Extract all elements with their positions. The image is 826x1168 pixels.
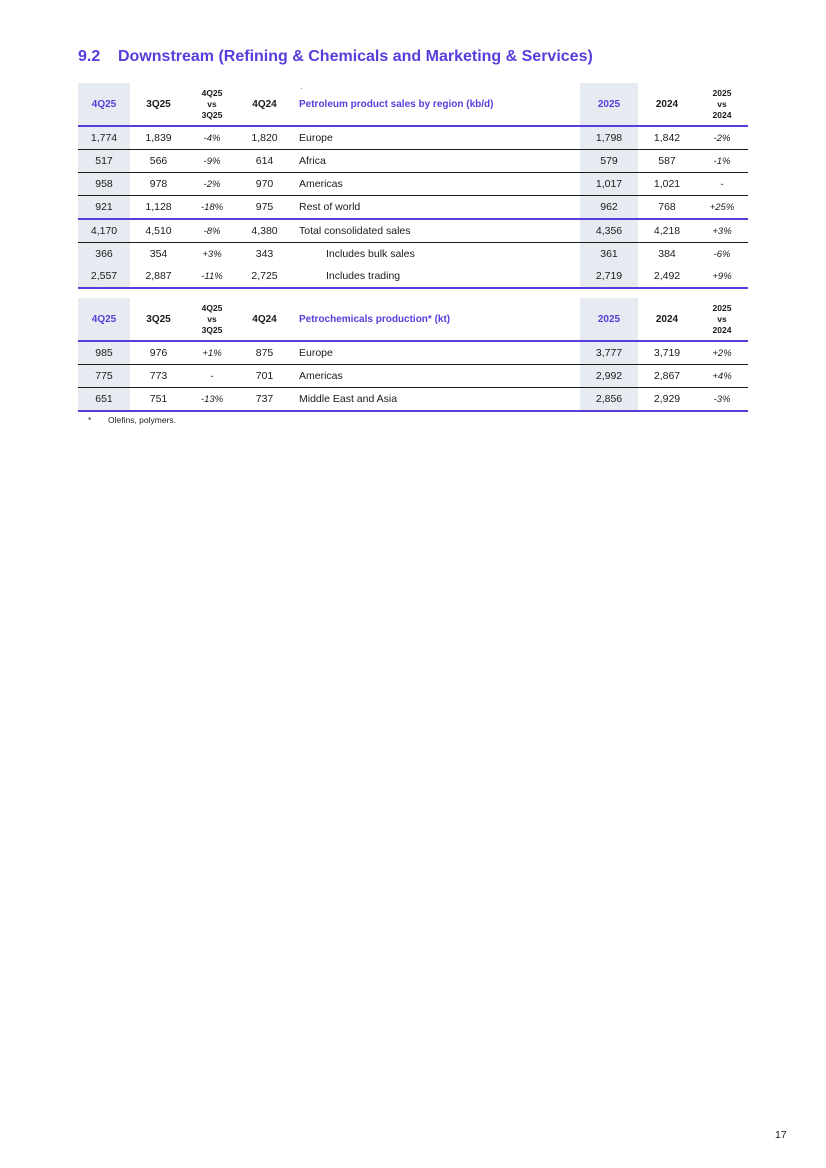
cell-q4-25: 1,774 (78, 126, 130, 150)
section-title (78, 48, 593, 66)
table-row-total (78, 219, 748, 243)
cell-q3-25: 1,839 (130, 126, 187, 150)
cell-y-change: -2% (696, 126, 748, 150)
cell-q4-25: 366 (78, 243, 130, 266)
cell-q4-25: 651 (78, 388, 130, 412)
cell-y2025: 2,856 (580, 388, 638, 412)
cell-q-change: -18% (187, 196, 237, 220)
cell-y2025: 2,719 (580, 265, 638, 288)
cell-q3-25: 4,510 (130, 219, 187, 243)
cell-label: Americas (292, 365, 580, 388)
cell-q4-25: 985 (78, 341, 130, 365)
table-row (78, 243, 748, 266)
cell-q-change: -8% (187, 219, 237, 243)
cell-q-change: -9% (187, 150, 237, 173)
cell-q-change: -13% (187, 388, 237, 412)
table-row (78, 265, 748, 288)
cell-y2024: 1,842 (638, 126, 696, 150)
cell-q4-25: 775 (78, 365, 130, 388)
cell-y2024: 587 (638, 150, 696, 173)
cell-q-change: -2% (187, 173, 237, 196)
cell-q-change: -4% (187, 126, 237, 150)
petroleum-sales-table (78, 83, 748, 289)
cell-q-change: -11% (187, 265, 237, 288)
cell-q4-24: 701 (237, 365, 292, 388)
cell-y-change: -3% (696, 388, 748, 412)
cell-y2024: 4,218 (638, 219, 696, 243)
cell-label: Africa (292, 150, 580, 173)
cell-label: Europe (292, 126, 580, 150)
col-header-y-change: 2025 vs 2024 (696, 83, 748, 126)
cell-y-change: +3% (696, 219, 748, 243)
cell-y2025: 2,992 (580, 365, 638, 388)
cell-y2025: 579 (580, 150, 638, 173)
cell-label: Americas (292, 173, 580, 196)
col-header-y-current: 2025 (580, 298, 638, 341)
cell-q3-25: 2,887 (130, 265, 187, 288)
cell-q3-25: 976 (130, 341, 187, 365)
col-header-y-change: 2025 vs 2024 (696, 298, 748, 341)
page-number: 17 (775, 1129, 787, 1141)
cell-q4-24: 875 (237, 341, 292, 365)
footnote-text: Olefins, polymers. (108, 415, 177, 425)
table-header-row (78, 298, 748, 341)
col-header-q-prev: 3Q25 (130, 298, 187, 341)
cell-label: Middle East and Asia (292, 388, 580, 412)
petrochemicals-production-table (78, 298, 748, 412)
cell-q4-24: 1,820 (237, 126, 292, 150)
section-number: 9.2 (78, 48, 101, 65)
table-row (78, 150, 748, 173)
stray-dot: · (300, 84, 303, 93)
cell-y2024: 2,492 (638, 265, 696, 288)
col-header-y-prev: 2024 (638, 83, 696, 126)
col-header-q-prior-year: 4Q24 (237, 298, 292, 341)
cell-q3-25: 1,128 (130, 196, 187, 220)
cell-q4-24: 343 (255, 248, 274, 260)
cell-y2025: 1,798 (580, 126, 638, 150)
row-header: Petrochemicals production* (kt) (292, 298, 580, 341)
cell-y-change: +25% (696, 196, 748, 220)
cell-q4-24: 975 (237, 196, 292, 220)
row-header: Petroleum product sales by region (kb/d) (292, 83, 580, 126)
col-header-q-current: 4Q25 (78, 83, 130, 126)
cell-q4-24: 737 (237, 388, 292, 412)
table-row (78, 126, 748, 150)
cell-label: Europe (292, 341, 580, 365)
cell-y2024: 2,867 (638, 365, 696, 388)
cell-y2025: 361 (580, 243, 638, 266)
cell-y2024: 1,021 (638, 173, 696, 196)
col-header-q-current: 4Q25 (78, 298, 130, 341)
cell-y-change: +9% (696, 265, 748, 288)
table-row (78, 365, 748, 388)
col-header-q-prev: 3Q25 (130, 83, 187, 126)
cell-y2024: 384 (658, 248, 676, 260)
cell-q-change: +3% (202, 248, 222, 260)
table-row (78, 196, 748, 220)
cell-q3-25: 566 (130, 150, 187, 173)
cell-q4-24: 4,380 (237, 219, 292, 243)
cell-y-change: +2% (696, 341, 748, 365)
table-header-row (78, 83, 748, 126)
cell-q-change: - (187, 365, 237, 388)
cell-q4-25: 517 (78, 150, 130, 173)
cell-y2024: 3,719 (638, 341, 696, 365)
footnote-marker: * (88, 415, 92, 425)
cell-y2024: 768 (638, 196, 696, 220)
cell-q4-25: 921 (78, 196, 130, 220)
cell-q3-25: 751 (130, 388, 187, 412)
col-header-q-prior-year: 4Q24 (237, 83, 292, 126)
cell-y2025: 1,017 (580, 173, 638, 196)
cell-y-change: -1% (696, 150, 748, 173)
cell-q4-24: 2,725 (237, 265, 292, 288)
cell-q4-24: 614 (237, 150, 292, 173)
cell-label: Rest of world (292, 196, 580, 220)
col-header-y-current: 2025 (580, 83, 638, 126)
cell-label: Includes trading (292, 265, 580, 288)
cell-y-change: +4% (696, 365, 748, 388)
cell-label: Includes bulk sales (326, 248, 415, 260)
cell-q4-25: 958 (78, 173, 130, 196)
col-header-q-change: 4Q25 vs 3Q25 (187, 298, 237, 341)
cell-q4-25: 2,557 (78, 265, 130, 288)
cell-q4-25: 4,170 (78, 219, 130, 243)
col-header-y-prev: 2024 (638, 298, 696, 341)
cell-y-change: -6% (713, 248, 731, 260)
cell-q3-25: 773 (130, 365, 187, 388)
table-row (78, 341, 748, 365)
footnote (88, 415, 176, 425)
cell-q-change: +1% (187, 341, 237, 365)
cell-label: Total consolidated sales (292, 219, 580, 243)
cell-y2025: 962 (580, 196, 638, 220)
cell-q3-25: 354 (149, 248, 168, 260)
cell-y2025: 4,356 (580, 219, 638, 243)
cell-q4-24: 970 (237, 173, 292, 196)
table-row (78, 388, 748, 412)
cell-y2024: 2,929 (638, 388, 696, 412)
col-header-q-change: 4Q25 vs 3Q25 (187, 83, 237, 126)
cell-y2025: 3,777 (580, 341, 638, 365)
table-row (78, 173, 748, 196)
cell-y-change: - (696, 173, 748, 196)
section-heading: Downstream (Refining & Chemicals and Marketing & Services) (118, 48, 593, 65)
cell-q3-25: 978 (130, 173, 187, 196)
